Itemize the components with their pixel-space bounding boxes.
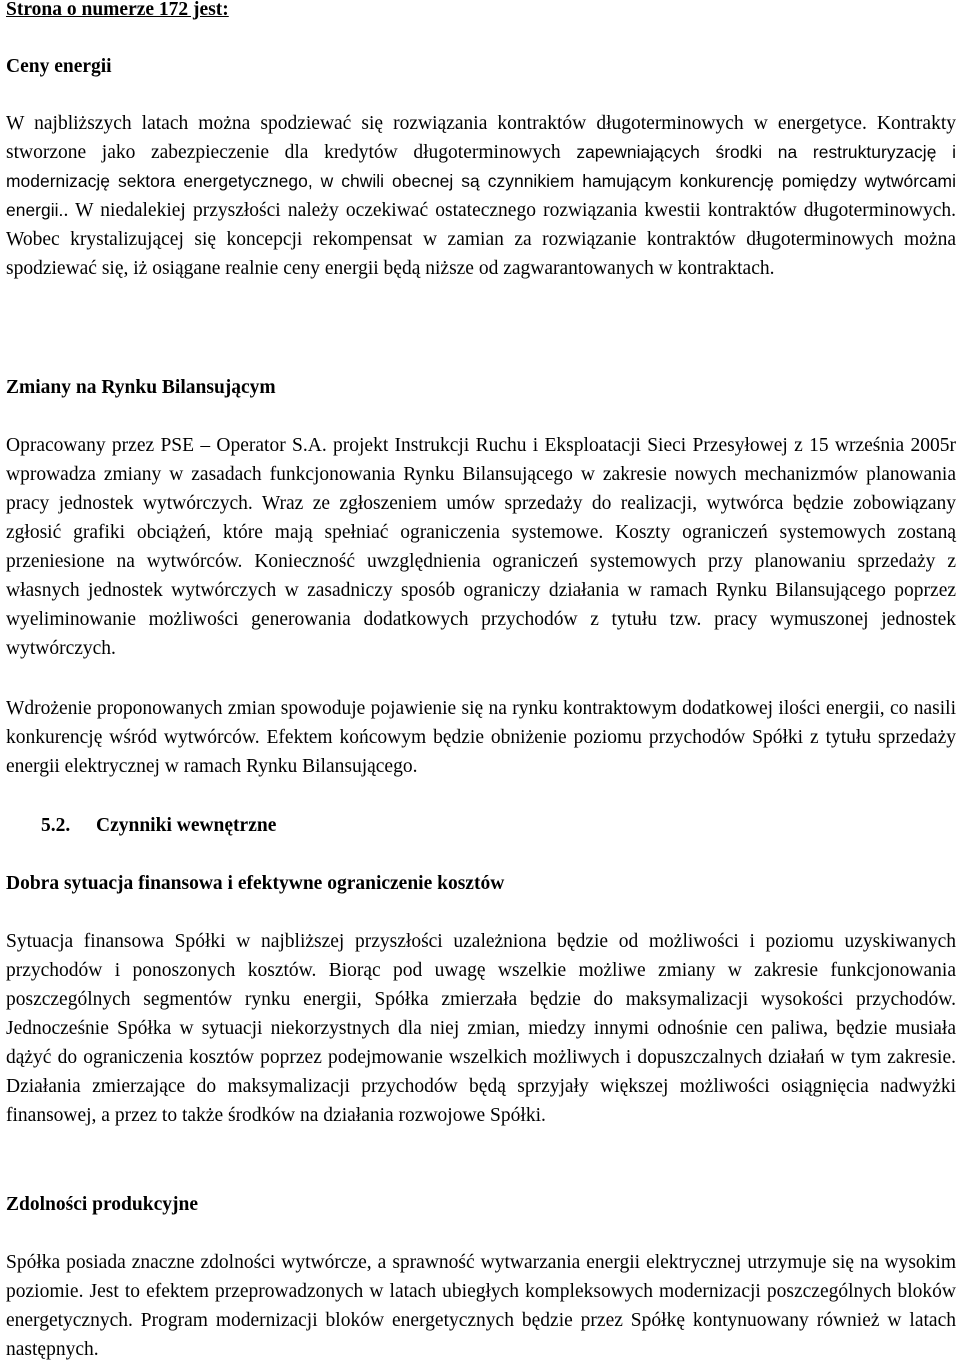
paragraph-energy-prices bbox=[6, 109, 956, 283]
heading-financial-situation: Dobra sytuacja finansowa i efektywne ograniczenie kosztów bbox=[6, 873, 505, 894]
paragraph-balancing-market-2: Wdrożenie proponowanych zmian spowoduje pojawienie się na rynku kontraktowym dodatkowej ilości energii, co nasili konkurencję wśród wytwórców. Efektem końcowym będzie obniżenie poziomu przychodów Spółki z tytułu sprzedaży energii elektrycznej w ramach Rynku Bilansującego. bbox=[6, 698, 956, 777]
paragraph-balancing-market-1: Opracowany przez PSE – Operator S.A. projekt Instrukcji Ruchu i Eksploatacji Sieci Przesyłowej z 15 września 2005r wprowadza zmiany w zasadach funkcjonowania Rynku Bilansującego w zakresie nowych mechanizmów planowania pracy jednostek wytwórczych. Wraz ze zgłoszeniem umów sprzedaży do realizacji, wytwórca będzie zobowiązany zgłosić grafiki obciążeń, które mają spełniać ograniczenia systemowe. Koszty ograniczeń systemowych zostaną przeniesione na wytwórców. Konieczność uwzględnienia ograniczeń systemowych przy planowaniu sprzedaży z własnych jednostek wytwórczych w zasadniczy sposób ograniczy działania w ramach Rynku Bilansującego poprzez wyeliminowanie możliwości generowania dodatkowych przychodów z tytułu tzw. pracy wymuszonej jednostek wytwórczych. bbox=[6, 435, 956, 659]
paragraph-financial-situation: Sytuacja finansowa Spółki w najbliższej przyszłości uzależniona będzie od możliwości i poziomu uzyskiwanych przychodów i ponoszonych kosztów. Biorąc pod uwagę wszelkie możliwe zmiany w zakresie funkcjonowania poszczególnych segmentów rynku energii, Spółka zmierzała będzie do maksymalizacji wysokości przychodów. Jednocześnie Spółka w sytuacji niekorzystnych dla niej zmian, miedzy innymi odnośnie cen paliwa, będzie musiała dążyć do ograniczenia kosztów poprzez podejmowanie wszelkich możliwych i dopuszczalnych działań w tym zakresie. Działania zmierzające do maksymalizacji przychodów będą sprzyjały większej możliwości osiągnięcia nadwyżki finansowej, a przez to także środków na działania rozwojowe Spółki. bbox=[6, 931, 956, 1126]
paragraph-energy-sans-segment: zapewniających środki na restrukturyzację i modernizację sektora energetycznego, w chwili obecnej są czynnikiem hamującym konkurencję pomiędzy wytwórcami energii. bbox=[6, 142, 956, 220]
paragraph-energy-tail: . W niedalekiej przyszłości należy oczekiwać ostatecznego rozwiązania kwestii kontraktów długoterminowych. Wobec krystalizującej się koncepcji rekompensat w zamian za rozwiązanie kontraktów długoterminowych można spodziewać się, iż osiągane realnie ceny energii będą niższe od zagwarantowanych w kontraktach. bbox=[6, 200, 956, 279]
heading-production-capacity: Zdolności produkcyjne bbox=[6, 1194, 198, 1215]
paragraph-energy-lead: W najbliższych latach można spodziewać się rozwiązania kontraktów długoterminowych w energetyce. Kontrakty stworzone jako zabezpieczenie dla kredytów długoterminowych bbox=[6, 113, 956, 163]
section-title: Czynniki wewnętrzne bbox=[96, 815, 277, 836]
page-reference-heading: Strona o numerze 172 jest: bbox=[6, 0, 229, 20]
section-number: 5.2. bbox=[41, 815, 71, 836]
heading-balancing-market: Zmiany na Rynku Bilansującym bbox=[6, 377, 276, 398]
section-heading bbox=[6, 811, 960, 840]
heading-energy-prices: Ceny energii bbox=[6, 56, 112, 77]
paragraph-production-capacity: Spółka posiada znaczne zdolności wytwórcze, a sprawność wytwarzania energii elektrycznej utrzymuje się na wysokim poziomie. Jest to efektem przeprowadzonych w latach ubiegłych kompleksowych modernizacji poszczególnych bloków energetycznych. Program modernizacji bloków energetycznych będzie przez Spółkę kontynuowany również w latach następnych. bbox=[6, 1252, 956, 1360]
